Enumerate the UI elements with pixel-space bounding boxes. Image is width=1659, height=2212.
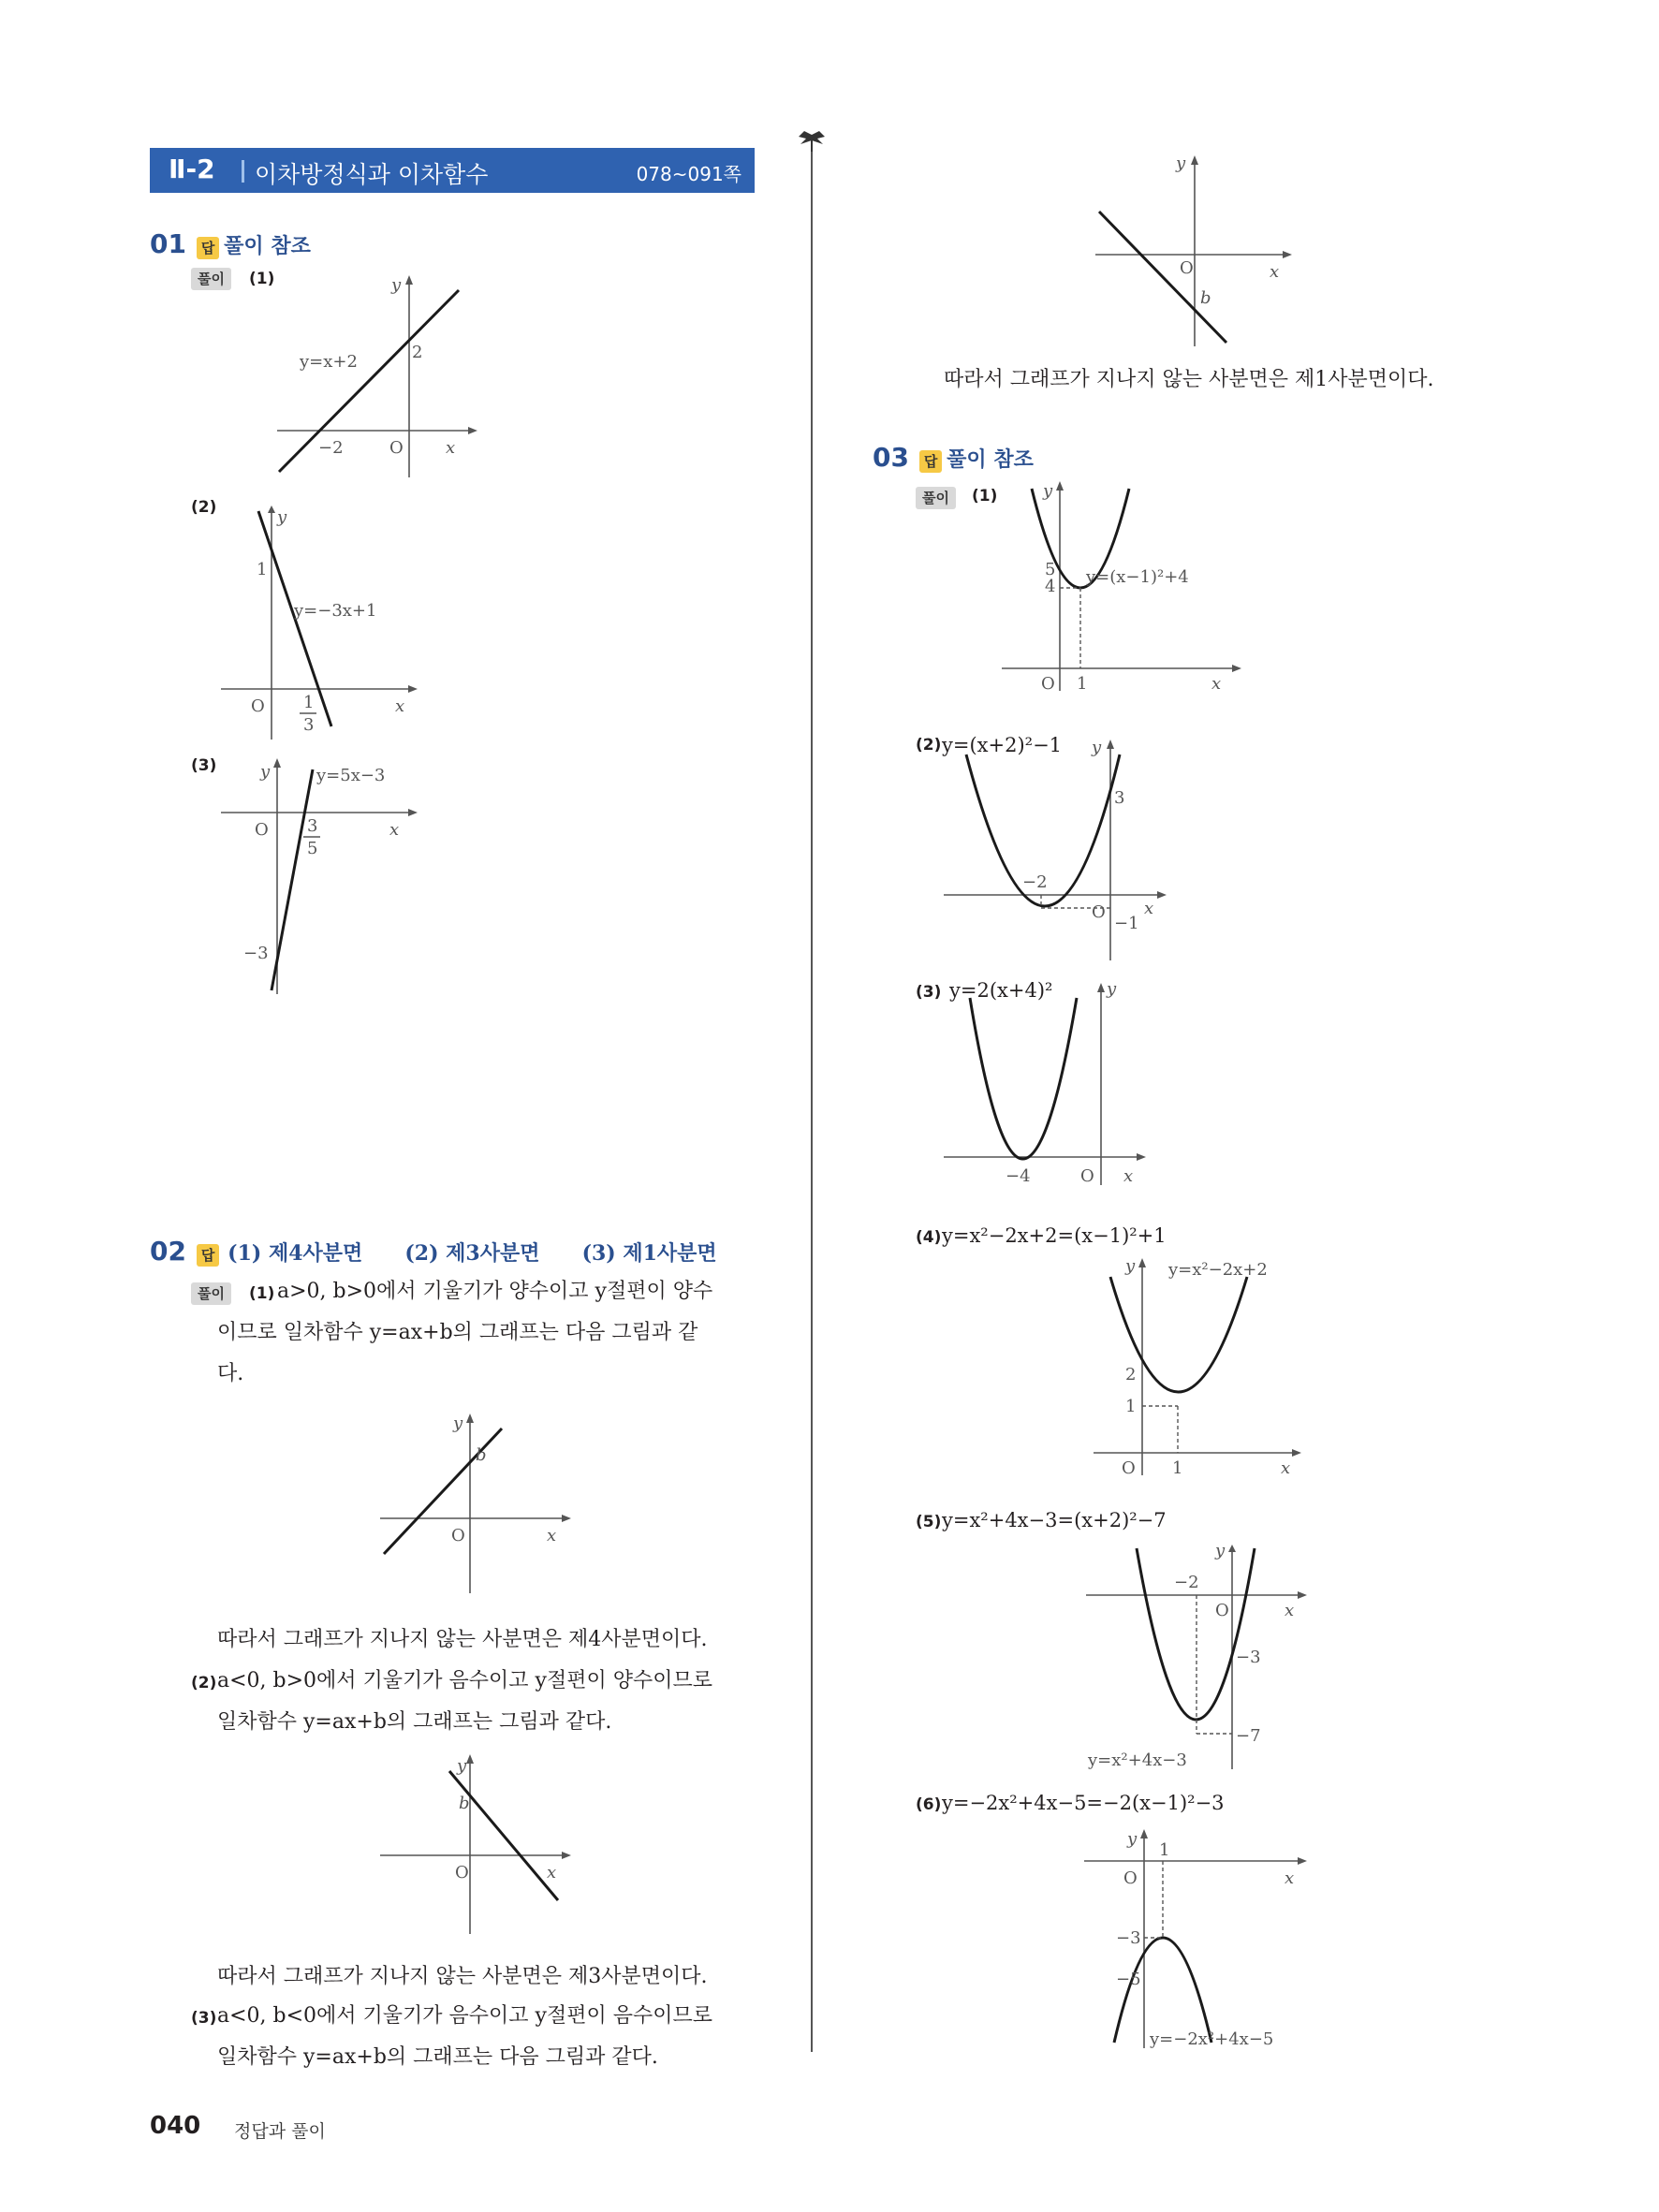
item-label: (2) <box>916 736 942 754</box>
origin-label: O <box>1092 902 1106 922</box>
solution-conclusion: 따라서 그래프가 지나지 않는 사분면은 제4사분면이다. <box>217 1628 708 1651</box>
header-separator <box>242 160 244 183</box>
y-axis-label: y <box>391 275 402 295</box>
svg-text:x: x <box>1285 1868 1295 1888</box>
question-number: 03 <box>873 442 909 473</box>
tick-label: −1 <box>1114 914 1139 933</box>
equation-label: y=2(x+4)² <box>949 979 1053 1002</box>
solution-badge: 풀이 <box>191 268 231 290</box>
origin-label: O <box>451 1526 465 1545</box>
answer-item: (2) 제3사분면 <box>404 1241 540 1266</box>
section-title: 이차방정식과 이차함수 <box>255 161 489 188</box>
origin-label: O <box>455 1863 469 1882</box>
svg-text:x: x <box>1123 1166 1134 1186</box>
graph-q03-5 <box>1077 1545 1311 1779</box>
svg-text:y: y <box>1215 1545 1226 1560</box>
question-01-heading <box>150 228 311 259</box>
svg-text:x: x <box>1281 1458 1291 1478</box>
curve-label: y=x²+4x−3 <box>1088 1751 1187 1770</box>
question-number: 02 <box>150 1236 186 1267</box>
y-axis-label: y <box>260 762 271 782</box>
item-label: (1) <box>972 487 998 505</box>
tick-label: −3 <box>243 944 269 963</box>
tick-label: −7 <box>1236 1726 1261 1746</box>
equation-label: y=(x+2)²−1 <box>942 734 1063 756</box>
svg-text:x: x <box>1144 899 1154 918</box>
origin-label: O <box>1122 1458 1136 1478</box>
svg-text:y: y <box>1092 738 1102 757</box>
graph-q03-2 <box>936 730 1180 964</box>
tick-label: 2 <box>1125 1365 1137 1384</box>
equation-label: y=−2x²+4x−5=−2(x−1)²−3 <box>942 1792 1225 1814</box>
svg-text:x: x <box>1285 1601 1295 1620</box>
fraction-numerator: 1 <box>303 693 315 712</box>
x-axis-label: x <box>446 438 456 458</box>
origin-label: O <box>1215 1601 1229 1620</box>
x-axis-label: x <box>395 696 405 716</box>
equation-label: y=−3x+1 <box>294 601 377 621</box>
column-divider <box>811 142 813 2052</box>
tick-label: 5 <box>1045 560 1056 579</box>
svg-text:y: y <box>1043 481 1053 501</box>
tick-label: 2 <box>412 343 423 362</box>
section-header <box>150 148 755 193</box>
tick-label: −2 <box>318 438 344 458</box>
origin-label: O <box>1123 1868 1138 1888</box>
answer-badge: 답 <box>197 1244 219 1267</box>
answer-text: 풀이 참조 <box>947 447 1034 472</box>
curve-label: y=x²−2x+2 <box>1168 1260 1268 1280</box>
graph-q03-1 <box>998 481 1241 696</box>
x-axis-label: x <box>547 1526 557 1545</box>
tick-label: −2 <box>1022 872 1048 892</box>
item-label: (5) <box>916 1513 942 1531</box>
answer-badge: 답 <box>919 450 942 473</box>
item-label: (2) <box>191 498 217 517</box>
graph-q03-4 <box>1086 1254 1311 1479</box>
question-02-heading <box>150 1236 717 1267</box>
graph-q03-6 <box>1077 1827 1311 2061</box>
graph-q02-3 <box>1086 150 1292 356</box>
answer-text: 풀이 참조 <box>224 234 311 258</box>
tick-label: 1 <box>257 560 268 579</box>
page-number: 040 <box>150 2112 201 2140</box>
solution-text: 다. <box>217 1362 244 1385</box>
item-label: (1) <box>249 1284 275 1303</box>
solution-text: 일차함수 y=ax+b의 그래프는 다음 그림과 같다. <box>217 2045 658 2069</box>
x-axis-label: x <box>389 820 400 840</box>
svg-text:y: y <box>1127 1829 1138 1849</box>
svg-text:x: x <box>1211 674 1222 694</box>
solution-text: a<0, b<0에서 기울기가 음수이고 y절편이 음수이므로 <box>217 2004 712 2028</box>
question-03-heading <box>873 442 1034 473</box>
tick-label: 1 <box>1159 1840 1170 1860</box>
equation-label: y=x+2 <box>300 352 358 372</box>
graph-q01-1 <box>272 271 477 477</box>
fraction-denominator: 3 <box>303 715 315 735</box>
solution-conclusion: 따라서 그래프가 지나지 않는 사분면은 제1사분면이다. <box>944 368 1434 391</box>
item-label: (4) <box>916 1228 942 1247</box>
curve-label: y=−2x²+4x−5 <box>1150 2029 1274 2049</box>
unit-number: Ⅱ-2 <box>169 154 215 184</box>
graph-q01-2 <box>215 505 421 740</box>
equation-label: y=(x−1)²+4 <box>1086 567 1189 587</box>
origin-label: O <box>1180 258 1194 278</box>
item-label: (3) <box>191 756 217 775</box>
answer-item: (1) 제4사분면 <box>228 1241 363 1266</box>
tick-label: −3 <box>1236 1648 1261 1667</box>
equation-label: y=5x−3 <box>316 766 386 785</box>
origin-label: O <box>255 820 269 840</box>
svg-text:y: y <box>1107 979 1117 999</box>
solution-conclusion: 따라서 그래프가 지나지 않는 사분면은 제3사분면이다. <box>217 1965 708 1988</box>
graph-q03-3 <box>936 974 1161 1189</box>
equation-label: y=x²+4x−3=(x+2)²−7 <box>942 1509 1167 1531</box>
item-label: (1) <box>249 270 275 288</box>
tick-label: 1 <box>1125 1397 1137 1416</box>
divider-ornament-icon <box>795 131 829 154</box>
solution-badge: 풀이 <box>916 487 956 509</box>
y-axis-label: y <box>453 1414 463 1433</box>
item-label: (2) <box>191 1674 217 1692</box>
tick-label: 3 <box>1114 788 1125 808</box>
question-number: 01 <box>150 228 186 259</box>
item-label: (3) <box>916 983 942 1002</box>
y-axis-label: y <box>1176 154 1186 173</box>
graph-q01-3 <box>215 756 421 1000</box>
solution-badge: 풀이 <box>191 1282 231 1305</box>
solution-text: a<0, b>0에서 기울기가 음수이고 y절편이 양수이므로 <box>217 1669 712 1692</box>
equation-label: y=x²−2x+2=(x−1)²+1 <box>942 1224 1167 1247</box>
solution-text: 이므로 일차함수 y=ax+b의 그래프는 다음 그림과 같 <box>217 1321 698 1344</box>
solution-text: a>0, b>0에서 기울기가 양수이고 y절편이 양수 <box>277 1280 713 1303</box>
item-label: (6) <box>916 1795 942 1814</box>
graph-q02-1 <box>374 1410 571 1597</box>
tick-label: 4 <box>1045 577 1056 596</box>
tick-label: −2 <box>1174 1573 1199 1592</box>
origin-label: O <box>251 696 265 716</box>
tick-label: −4 <box>1006 1166 1031 1186</box>
answer-item: (3) 제1사분면 <box>581 1241 717 1266</box>
svg-text:y: y <box>1125 1256 1136 1276</box>
x-axis-label: x <box>1270 262 1280 282</box>
y-axis-label: y <box>277 507 287 527</box>
tick-label: 1 <box>1077 674 1088 694</box>
y-intercept-label: b <box>459 1794 470 1813</box>
tick-label: 1 <box>1172 1458 1183 1478</box>
page-range: 078~091쪽 <box>636 163 741 185</box>
graph-q02-2 <box>374 1751 571 1938</box>
tick-label: −3 <box>1116 1928 1141 1948</box>
x-axis-label: x <box>547 1863 557 1882</box>
fraction-numerator: 3 <box>307 816 318 836</box>
y-intercept-label: b <box>1200 288 1211 308</box>
fraction-denominator: 5 <box>307 839 318 858</box>
y-intercept-label: b <box>476 1445 487 1465</box>
origin-label: O <box>1080 1166 1094 1186</box>
item-label: (3) <box>191 2009 217 2028</box>
footer-text: 정답과 풀이 <box>234 2121 326 2142</box>
y-axis-label: y <box>457 1756 467 1776</box>
answer-badge: 답 <box>197 237 219 259</box>
solution-text: 일차함수 y=ax+b의 그래프는 그림과 같다. <box>217 1710 612 1734</box>
tick-label: −5 <box>1116 1970 1141 1989</box>
origin-label: O <box>389 438 404 458</box>
origin-label: O <box>1041 674 1055 694</box>
